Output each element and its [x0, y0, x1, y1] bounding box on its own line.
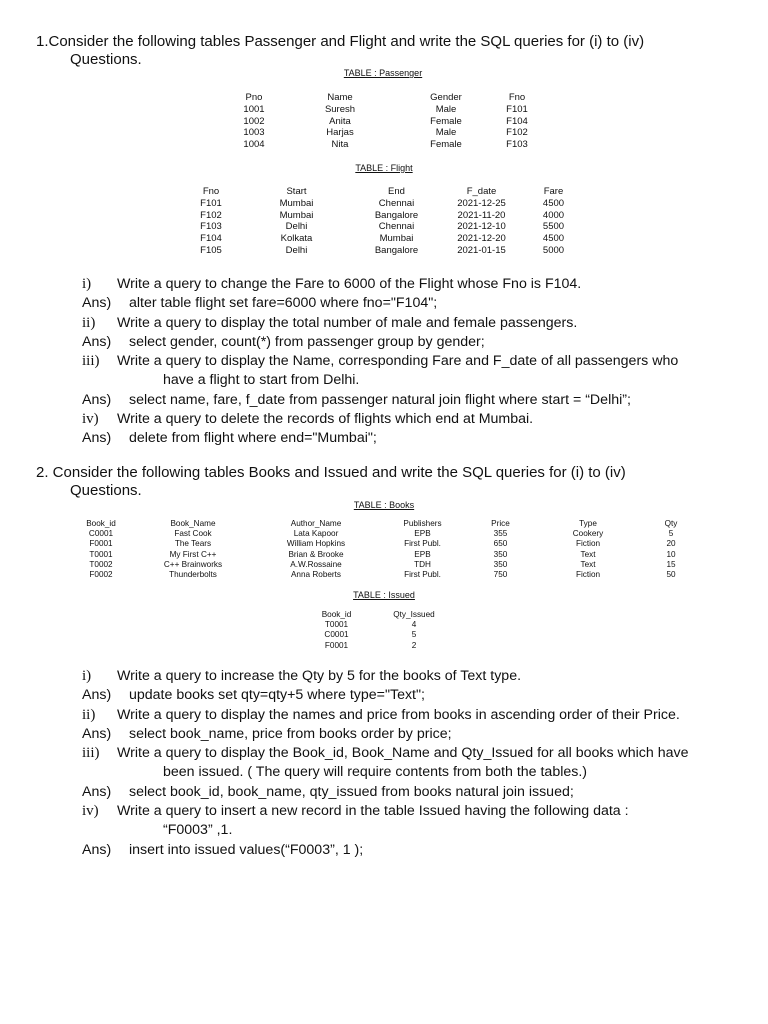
- question-label: ii): [82, 706, 96, 723]
- table-cell: Chennai: [378, 197, 415, 209]
- column-header: Author_Name: [290, 519, 342, 528]
- question-line: Write a query to display the Book_id, Book_Name and Qty_Issued for all books which have: [117, 745, 689, 762]
- column-header: Fno: [508, 92, 526, 103]
- table-header-row: [183, 186, 583, 198]
- table-row: [228, 104, 542, 116]
- table-cell: The Tears: [174, 539, 212, 549]
- table-cell: 350: [493, 549, 508, 559]
- question-row: [82, 275, 742, 294]
- table-cell: Brian & Brooke: [288, 549, 344, 559]
- table-row: [75, 550, 695, 560]
- table-cell: A.W.Rossaine: [290, 559, 342, 569]
- table-row: [309, 620, 464, 630]
- table-cell: Mumbai: [279, 209, 314, 221]
- column-header: Fare: [543, 186, 564, 197]
- passenger-caption: TABLE : Passenger: [343, 68, 423, 78]
- answer-label: Ans): [82, 783, 112, 800]
- question-label: iii): [82, 353, 100, 370]
- answer-label: Ans): [82, 725, 112, 742]
- question-row: [82, 667, 742, 686]
- table-header-row: [75, 519, 695, 529]
- table-cell: 5500: [542, 221, 565, 233]
- table-row: [75, 570, 695, 580]
- q2-qa-list: [82, 667, 742, 860]
- answer-label: Ans): [82, 391, 112, 408]
- table-header-row: [228, 92, 542, 104]
- table-cell: T0001: [324, 620, 349, 630]
- table-cell: Fiction: [575, 539, 601, 549]
- table-cell: 2021-12-20: [457, 233, 506, 245]
- table-cell: F0001: [89, 539, 113, 549]
- column-header: Book_Name: [170, 519, 216, 528]
- column-header: Qty: [664, 519, 678, 528]
- table-cell: Anita: [329, 115, 351, 127]
- table-cell: 650: [493, 539, 508, 549]
- flight-table: [183, 186, 583, 257]
- books-caption: TABLE : Books: [353, 500, 415, 510]
- question-line: Write a query to insert a new record in the table Issued having the following data :: [117, 803, 629, 820]
- question-line: Write a query to display the Name, corresponding Fare and F_date of all passengers who: [117, 353, 679, 370]
- table-cell: Male: [435, 103, 457, 115]
- question-row: [82, 352, 742, 391]
- table-cell: 2021-12-10: [457, 221, 506, 233]
- question-row: [82, 744, 742, 783]
- q2-heading: [36, 464, 736, 500]
- column-header: Publishers: [403, 519, 442, 528]
- question-line: Write a query to delete the records of flights which end at Mumbai.: [117, 411, 534, 428]
- answer-row: [82, 783, 742, 802]
- table-cell: Female: [430, 115, 462, 127]
- answer-text: alter table flight set fare=6000 where fno="F104";: [129, 295, 438, 312]
- books-header: [75, 519, 695, 529]
- answer-label: Ans): [82, 841, 112, 858]
- passenger-body: [228, 104, 542, 151]
- table-cell: F104: [506, 115, 528, 127]
- table-cell: Bangalore: [374, 209, 419, 221]
- issued-body: [309, 620, 464, 651]
- table-cell: Text: [580, 549, 596, 559]
- column-header: Book_id: [86, 519, 116, 528]
- table-cell: F103: [200, 221, 222, 233]
- question-row: [82, 314, 742, 333]
- column-header: Gender: [430, 92, 462, 103]
- question-label: ii): [82, 314, 96, 331]
- question-text: [117, 802, 742, 841]
- table-cell: Thunderbolts: [169, 570, 217, 580]
- question-text: [117, 667, 742, 686]
- table-cell: 350: [493, 559, 508, 569]
- question-text: [117, 706, 742, 725]
- table-cell: Fiction: [575, 570, 601, 580]
- table-row: [309, 630, 464, 640]
- table-cell: 50: [666, 570, 676, 580]
- table-cell: F101: [506, 103, 528, 115]
- question-text: [117, 314, 742, 333]
- question-text: [117, 410, 742, 429]
- answer-row: [82, 429, 742, 448]
- q2-heading-line1: 2. Consider the following tables Books and Issued and write the SQL queries for (i) to (iv): [36, 464, 626, 481]
- table-cell: 355: [493, 529, 508, 539]
- question-text: [117, 275, 742, 294]
- table-cell: My First C++: [169, 549, 217, 559]
- issued-caption: TABLE : Issued: [353, 590, 415, 600]
- table-cell: 5000: [542, 244, 565, 256]
- table-cell: 2021-12-25: [457, 197, 506, 209]
- table-cell: T0002: [89, 559, 113, 569]
- question-line: been issued. ( The query will require contents from both the tables.): [163, 764, 588, 781]
- column-header: Pno: [245, 92, 263, 103]
- table-cell: Bangalore: [374, 244, 419, 256]
- passenger-header: [228, 92, 542, 104]
- question-line: Write a query to increase the Qty by 5 for the books of Text type.: [117, 668, 522, 684]
- table-cell: F104: [200, 233, 222, 245]
- q1-heading-line1: 1.Consider the following tables Passenger and Flight and write the SQL queries for (i) to (iv): [36, 33, 645, 50]
- table-row: [183, 245, 583, 257]
- issued-table: [309, 610, 464, 651]
- column-header: F_date: [466, 186, 497, 197]
- table-cell: Suresh: [324, 103, 356, 115]
- table-cell: 4: [411, 620, 417, 630]
- table-cell: EPB: [414, 549, 431, 559]
- answer-label: Ans): [82, 295, 112, 312]
- table-cell: F0002: [89, 570, 113, 580]
- table-row: [228, 127, 542, 139]
- table-cell: Delhi: [285, 221, 308, 233]
- table-cell: F105: [200, 244, 222, 256]
- table-cell: 10: [666, 549, 676, 559]
- table-cell: Anna Roberts: [290, 570, 342, 580]
- answer-row: [82, 686, 742, 705]
- answer-text: update books set qty=qty+5 where type="Text";: [129, 687, 425, 704]
- q1-heading-line2: Questions.: [70, 51, 142, 68]
- table-row: [228, 116, 542, 128]
- table-cell: C0001: [88, 529, 114, 539]
- column-header: End: [388, 186, 405, 197]
- table-row: [183, 210, 583, 222]
- table-cell: F102: [506, 127, 528, 139]
- table-row: [75, 539, 695, 549]
- table-cell: Lata Kapoor: [293, 529, 339, 539]
- question-line: “F0003” ,1.: [163, 822, 233, 839]
- question-text: [117, 352, 742, 391]
- column-header: Fno: [202, 186, 220, 197]
- table-row: [75, 560, 695, 570]
- table-cell: 5: [668, 529, 674, 539]
- table-row: [183, 198, 583, 210]
- table-cell: Mumbai: [379, 233, 414, 245]
- table-cell: Cookery: [572, 529, 604, 539]
- question-label: iv): [82, 411, 99, 428]
- table-cell: Chennai: [378, 221, 415, 233]
- table-cell: First Publ.: [404, 539, 441, 549]
- table-cell: 4000: [542, 209, 565, 221]
- answer-row: [82, 391, 742, 410]
- passenger-table: [228, 92, 542, 151]
- table-cell: TDH: [414, 559, 431, 569]
- table-cell: F103: [506, 139, 528, 151]
- q1-heading: [36, 33, 736, 69]
- question-line: Write a query to change the Fare to 6000 of the Flight whose Fno is F104.: [117, 276, 582, 292]
- answer-label: Ans): [82, 430, 112, 447]
- table-cell: 2021-11-20: [457, 209, 506, 221]
- table-cell: 1001: [243, 103, 265, 115]
- question-label: iv): [82, 803, 99, 820]
- table-cell: First Publ.: [404, 570, 441, 580]
- answer-text: select gender, count(*) from passenger group by gender;: [129, 333, 485, 350]
- question-line: Write a query to display the total number of male and female passengers.: [117, 314, 578, 331]
- answer-row: [82, 725, 742, 744]
- books-body: [75, 529, 695, 580]
- q1-qa-list: [82, 275, 742, 449]
- table-cell: EPB: [414, 529, 431, 539]
- table-cell: 2: [411, 640, 417, 650]
- answer-row: [82, 333, 742, 352]
- table-cell: F102: [200, 209, 222, 221]
- answer-text: delete from flight where end="Mumbai";: [129, 430, 377, 447]
- table-cell: T0001: [89, 549, 113, 559]
- table-cell: F0001: [324, 640, 349, 650]
- answer-row: [82, 841, 742, 860]
- table-cell: Mumbai: [279, 197, 314, 209]
- column-header: Start: [286, 186, 307, 197]
- table-cell: 1003: [243, 127, 265, 139]
- question-label: i): [82, 668, 92, 684]
- answer-label: Ans): [82, 687, 112, 704]
- answer-text: insert into issued values(“F0003”, 1 );: [129, 841, 364, 858]
- table-cell: 20: [666, 539, 676, 549]
- table-row: [75, 529, 695, 539]
- table-cell: 1002: [243, 115, 265, 127]
- table-cell: 4500: [542, 233, 565, 245]
- table-cell: Delhi: [285, 244, 308, 256]
- q2-heading-line2: Questions.: [70, 482, 142, 499]
- question-row: [82, 706, 742, 725]
- table-cell: C++ Brainworks: [163, 559, 223, 569]
- table-cell: 15: [666, 559, 676, 569]
- question-label: i): [82, 276, 92, 292]
- table-cell: 1004: [243, 139, 265, 151]
- table-cell: William Hopkins: [286, 539, 346, 549]
- column-header: Price: [491, 519, 510, 528]
- question-row: [82, 410, 742, 429]
- table-cell: Nita: [331, 139, 349, 151]
- answer-row: [82, 294, 742, 313]
- table-row: [309, 641, 464, 651]
- table-cell: 4500: [542, 197, 565, 209]
- table-cell: 2021-01-15: [457, 244, 506, 256]
- answer-label: Ans): [82, 333, 112, 350]
- table-row: [228, 139, 542, 151]
- table-cell: Male: [435, 127, 457, 139]
- table-header-row: [309, 610, 464, 620]
- question-row: [82, 802, 742, 841]
- table-cell: 750: [493, 570, 508, 580]
- issued-header: [309, 610, 464, 620]
- table-cell: Female: [430, 139, 462, 151]
- question-line: have a flight to start from Delhi.: [163, 372, 360, 389]
- table-cell: C0001: [324, 630, 349, 640]
- table-cell: Kolkata: [280, 233, 313, 245]
- table-cell: Harjas: [326, 127, 354, 139]
- table-cell: 5: [411, 630, 417, 640]
- flight-body: [183, 198, 583, 257]
- column-header: Book_id: [321, 610, 352, 619]
- flight-header: [183, 186, 583, 198]
- books-table: [75, 519, 695, 580]
- answer-text: select name, fare, f_date from passenger natural join flight where start = “Delhi”;: [129, 391, 631, 408]
- column-header: Type: [579, 519, 597, 528]
- table-cell: F101: [200, 197, 222, 209]
- question-line: Write a query to display the names and price from books in ascending order of their Price.: [117, 706, 680, 723]
- column-header: Name: [327, 92, 353, 103]
- table-row: [183, 233, 583, 245]
- flight-caption: TABLE : Flight: [355, 163, 413, 173]
- question-label: iii): [82, 745, 100, 762]
- column-header: Qty_Issued: [393, 610, 435, 619]
- table-row: [183, 221, 583, 233]
- table-cell: Text: [580, 559, 596, 569]
- table-cell: Fast Cook: [174, 529, 212, 539]
- answer-text: select book_name, price from books order by price;: [129, 725, 452, 742]
- question-text: [117, 744, 742, 783]
- answer-text: select book_id, book_name, qty_issued from books natural join issued;: [129, 783, 574, 800]
